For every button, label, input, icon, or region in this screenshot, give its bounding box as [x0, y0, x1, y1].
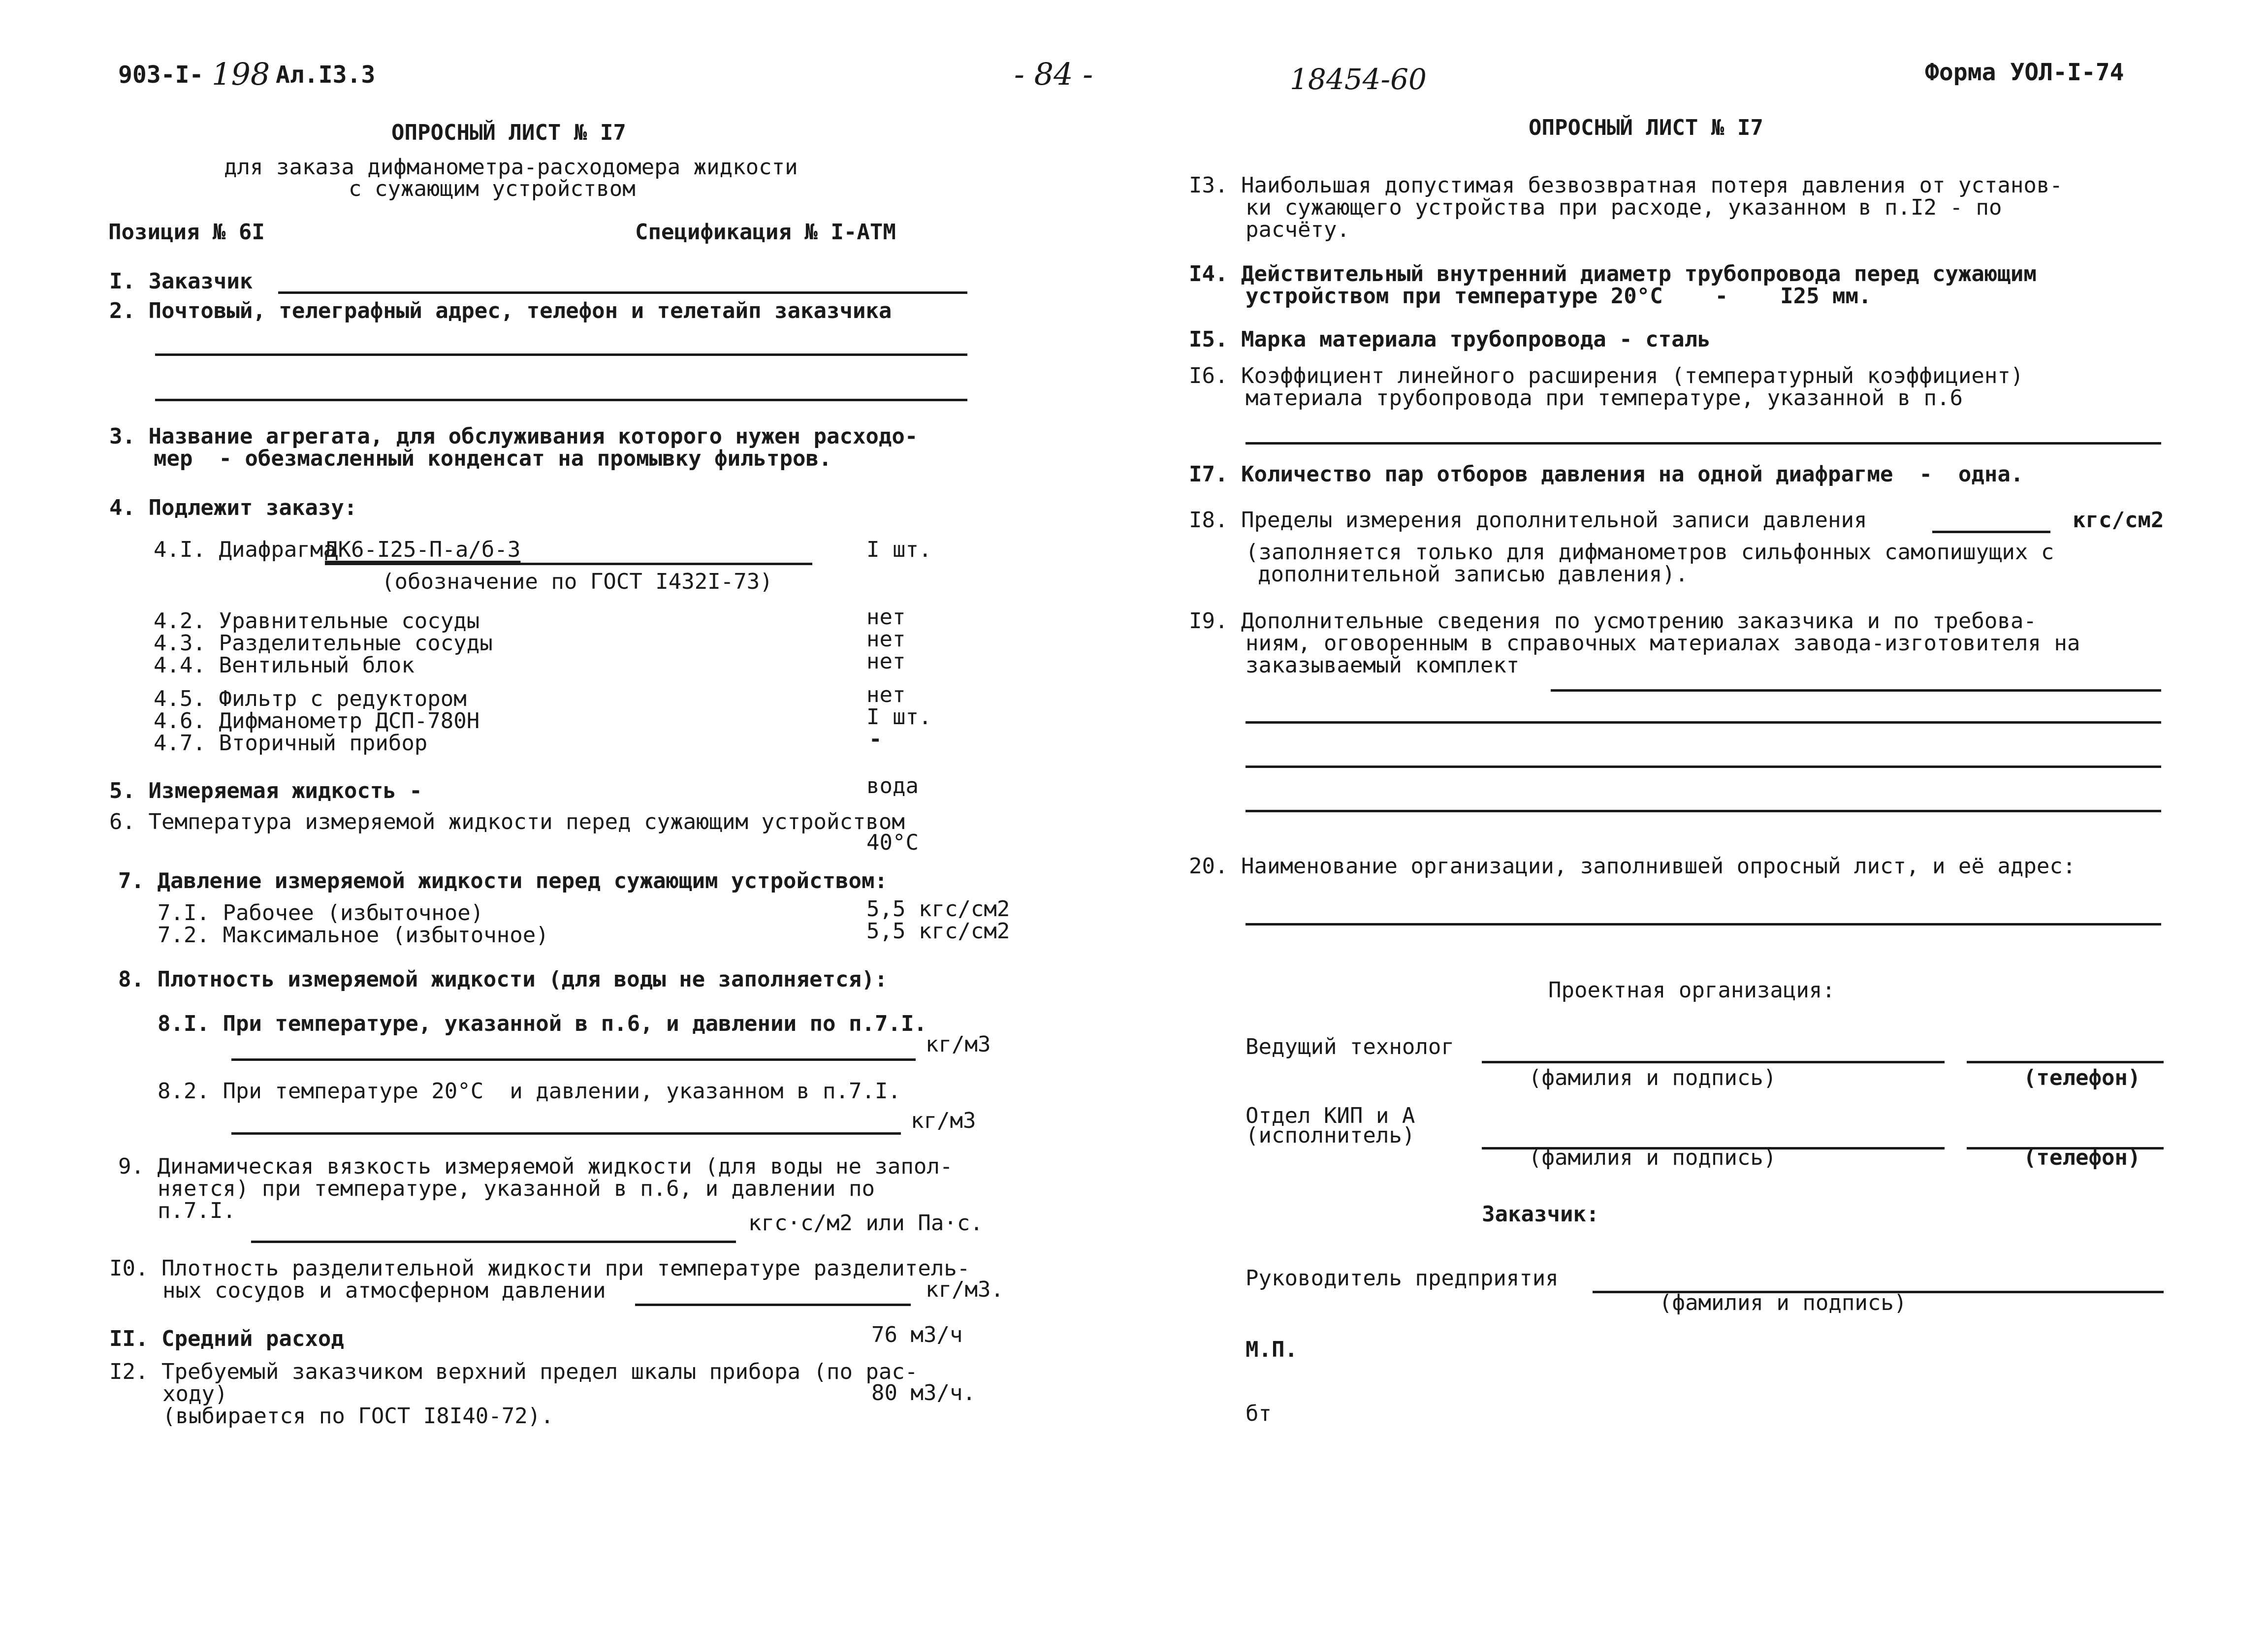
item-9-line-2: няется) при температуре, указанной в п.6, и давлении по	[158, 1176, 875, 1201]
item-18-line-1: I8. Пределы измерения дополнительной записи давления	[1189, 508, 1867, 533]
item-4-7-label: 4.7. Вторичный прибор	[154, 731, 428, 756]
doc-code-suffix: Ал.I3.3	[276, 61, 376, 89]
item-18-line-3: дополнительной записью давления).	[1258, 562, 1689, 587]
item-11-value: 76 м3/ч	[871, 1322, 963, 1347]
item-12-line-1: I2. Требуемый заказчиком верхний предел шкалы прибора (по рас-	[109, 1359, 918, 1384]
item-12-line-2: ходу)	[162, 1381, 228, 1406]
item-20-organization: 20. Наименование организации, заполнившей опросный лист, и её адрес:	[1189, 854, 2076, 879]
lead-technologist-sign-line	[1482, 1061, 1945, 1063]
left-subtitle-1: для заказа дифманометра-расходомера жидкости	[224, 155, 798, 180]
item-13-line-2: ки сужающего устройства при расходе, указанном в п.I2 - по	[1246, 195, 2002, 220]
form-code: Форма УОЛ-I-74	[1925, 59, 2124, 86]
item-7-2-value: 5,5 кгс/см2	[866, 919, 1010, 944]
item-2-fill-line-1	[155, 353, 967, 356]
item-17-pairs: I7. Количество пар отборов давления на одной диафрагме - одна.	[1189, 462, 2024, 487]
item-18-unit: кгс/см2	[2073, 508, 2164, 533]
item-8-2-label: 8.2. При температуре 20°C и давлении, указанном в п.7.I.	[158, 1079, 901, 1104]
item-15-material: I5. Марка материала трубопровода - сталь	[1189, 327, 1711, 352]
item-19-fill-line-4	[1246, 810, 2161, 812]
lead-technologist-phone-caption: (телефон)	[2023, 1065, 2141, 1090]
design-org-heading: Проектная организация:	[1548, 978, 1835, 1003]
item-18-line-2: (заполняется только для дифманометров сильфонных самопишущих с	[1246, 540, 2054, 565]
item-8-2-unit: кг/м3	[911, 1108, 976, 1133]
item-14-line-1: I4. Действительный внутренний диаметр трубопровода перед сужающим	[1189, 261, 2037, 287]
doc-code-prefix: 90З-I-	[118, 61, 204, 89]
item-4-2-label: 4.2. Уравнительные сосуды	[154, 608, 480, 634]
item-8-2-fill-line	[231, 1132, 901, 1135]
item-4-1-label: 4.I. Диафрагма	[154, 537, 336, 562]
item-4-5-value: нет	[866, 682, 906, 707]
item-5-value: вода	[866, 773, 919, 798]
kip-executor-label: (исполнитель)	[1246, 1123, 1415, 1148]
item-4-5-label: 4.5. Фильтр с редуктором	[154, 686, 467, 711]
item-19-fill-line-2	[1246, 721, 2161, 724]
item-7-1-label: 7.I. Рабочее (избыточное)	[158, 900, 484, 926]
enterprise-head-name-caption: (фамилия и подпись)	[1659, 1290, 1907, 1315]
item-4-3-label: 4.3. Разделительные сосуды	[154, 631, 493, 656]
left-subtitle-2: с сужающим устройством	[349, 176, 636, 201]
item-16-line-1: I6. Коэффициент линейного расширения (температурный коэффициент)	[1189, 363, 2024, 388]
kip-department-label: Отдел КИП и А	[1246, 1103, 1415, 1128]
right-title: ОПРОСНЫЙ ЛИСТ № I7	[1529, 115, 1763, 140]
item-19-line-3: заказываемый комплект	[1246, 653, 1520, 678]
item-3-line-2: мер - обезмасленный конденсат на промывку фильтров.	[154, 446, 832, 471]
handwritten-number: 18454-60	[1290, 63, 1427, 96]
item-16-fill-line	[1246, 442, 2161, 445]
item-19-line-2: ниям, оговоренным в справочных материалах завода-изготовителя на	[1246, 631, 2080, 656]
item-19-line-1: I9. Дополнительные сведения по усмотрению заказчика и по требова-	[1189, 608, 2037, 634]
item-4-4-label: 4.4. Вентильный блок	[154, 653, 415, 678]
item-4-1-fill-line	[325, 563, 812, 565]
footer-mark: бт	[1246, 1401, 1272, 1426]
item-6-temperature: 6. Температура измеряемой жидкости перед сужающим устройством	[109, 809, 905, 834]
position-number: Позиция № 6I	[108, 220, 265, 245]
lead-technologist-phone-line	[1967, 1061, 2164, 1063]
item-11-avg-flow: II. Средний расход	[109, 1326, 344, 1351]
item-12-value: 80 м3/ч.	[871, 1380, 976, 1405]
item-14-line-2: устройством при температуре 20°C - I25 мм.	[1246, 284, 1872, 309]
seal-place: М.П.	[1246, 1337, 1298, 1362]
item-2-address: 2. Почтовый, телеграфный адрес, телефон и телетайп заказчика	[109, 298, 892, 323]
item-7-1-value: 5,5 кгс/см2	[866, 896, 1010, 922]
item-9-line-3: п.7.I.	[158, 1198, 236, 1223]
item-7-pressure: 7. Давление измеряемой жидкости перед сужающим устройством:	[118, 868, 888, 894]
item-8-density: 8. Плотность измеряемой жидкости (для воды не заполняется):	[118, 967, 888, 992]
item-4-1-qty: I шт.	[866, 537, 932, 562]
item-4-6-value: I шт.	[866, 704, 932, 730]
item-19-fill-line-3	[1246, 766, 2161, 768]
doc-code-handwritten: 198	[212, 56, 270, 92]
item-2-fill-line-2	[155, 399, 967, 401]
item-16-line-2: материала трубопровода при температуре, указанной в п.6	[1246, 385, 1963, 411]
item-8-1-unit: кг/м3	[926, 1032, 991, 1057]
item-1-fill-line	[278, 291, 967, 294]
item-4-6-label: 4.6. Дифманометр ДСП-780Н	[154, 708, 480, 734]
item-20-fill-line	[1246, 923, 2161, 926]
item-7-2-label: 7.2. Максимальное (избыточное)	[158, 923, 549, 948]
lead-technologist-name-caption: (фамилия и подпись)	[1529, 1065, 1777, 1090]
item-6-value: 40°C	[866, 830, 919, 855]
item-9-fill-line	[251, 1241, 736, 1243]
left-title: ОПРОСНЫЙ ЛИСТ № I7	[391, 120, 626, 145]
item-10-unit: кг/м3.	[926, 1277, 1004, 1302]
item-9-line-1: 9. Динамическая вязкость измеряемой жидкости (для воды не запол-	[118, 1154, 953, 1179]
item-4-7-value: -	[869, 727, 882, 752]
item-8-1-fill-line	[231, 1058, 916, 1061]
item-19-fill-line-1	[1551, 689, 2161, 692]
lead-technologist-label: Ведущий технолог	[1246, 1034, 1454, 1059]
item-4-2-value: нет	[866, 605, 906, 630]
item-13-line-1: I3. Наибольшая допустимая безвозвратная потеря давления от установ-	[1189, 173, 2063, 198]
item-4-heading: 4. Подлежит заказу:	[109, 495, 357, 520]
specification-number: Спецификация № I-АТМ	[635, 220, 896, 245]
item-10-line-1: I0. Плотность разделительной жидкости при температуре разделитель-	[109, 1256, 970, 1281]
item-10-fill-line	[635, 1304, 911, 1306]
item-5-liquid: 5. Измеряемая жидкость -	[109, 778, 422, 803]
enterprise-head-label: Руководитель предприятия	[1246, 1266, 1559, 1291]
item-4-1-value: ДК6-I25-П-а/б-3	[325, 537, 521, 562]
item-18-fill-line	[1932, 531, 2050, 533]
item-13-line-3: расчёту.	[1246, 217, 1350, 242]
kip-name-caption: (фамилия и подпись)	[1529, 1145, 1777, 1170]
kip-phone-caption: (телефон)	[2023, 1145, 2141, 1170]
item-3-line-1: 3. Название агрегата, для обслуживания которого нужен расходо-	[109, 424, 918, 449]
item-9-unit: кгс·с/м2 или Па·с.	[748, 1211, 983, 1236]
item-4-1-note: (обозначение по ГОСТ I432I-73)	[382, 569, 773, 594]
item-4-3-value: нет	[866, 627, 906, 652]
item-4-4-value: нет	[866, 649, 906, 674]
customer-heading: Заказчик:	[1482, 1202, 1599, 1227]
item-1-customer: I. Заказчик	[109, 269, 253, 294]
item-8-1-label: 8.I. При температуре, указанной в п.6, и давлении по п.7.I.	[158, 1011, 927, 1036]
item-10-line-2: ных сосудов и атмосферном давлении	[162, 1278, 606, 1303]
item-12-line-3: (выбирается по ГОСТ I8I40-72).	[162, 1404, 554, 1429]
page-number: - 84 -	[1014, 56, 1093, 92]
